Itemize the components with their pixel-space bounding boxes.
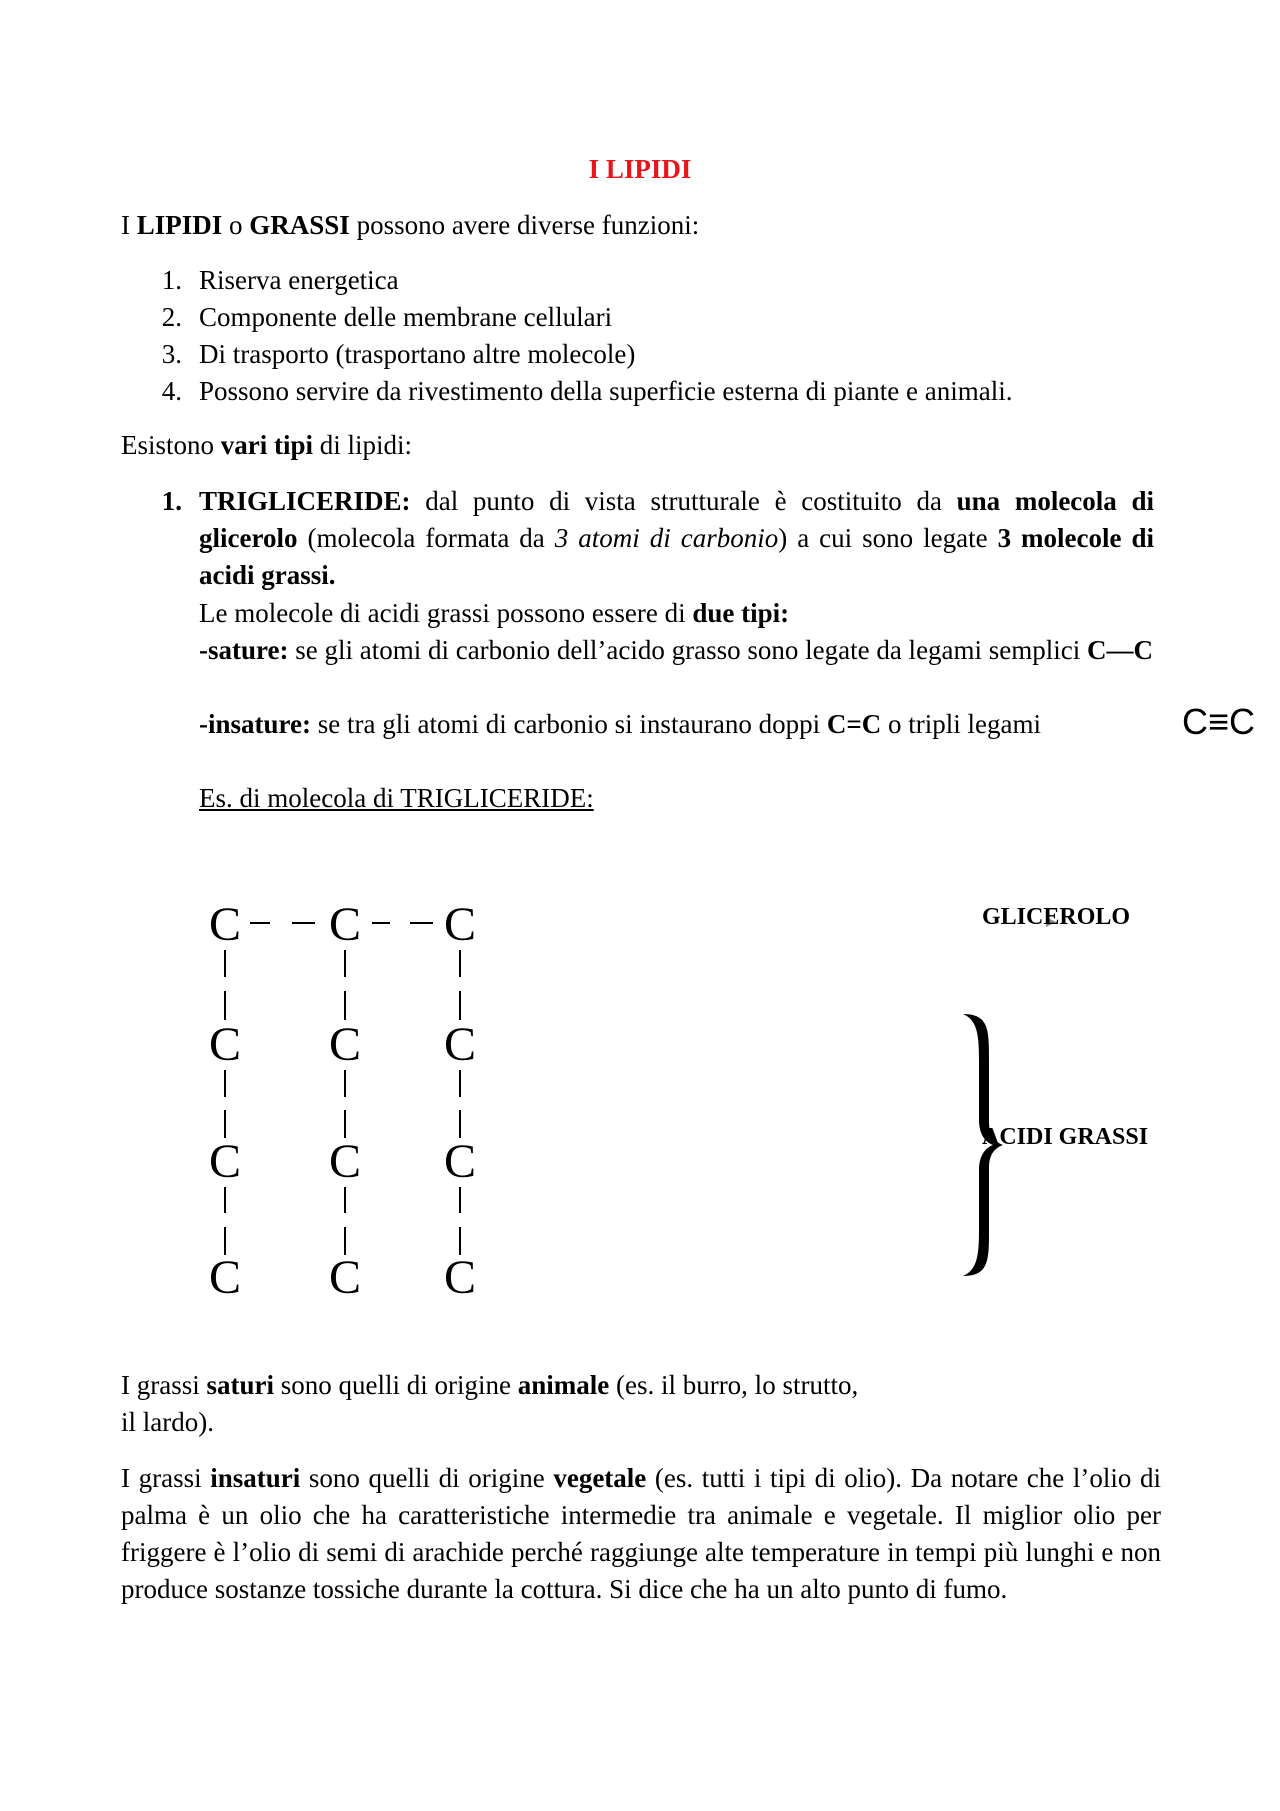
saturi-pre: I grassi: [121, 1370, 207, 1400]
single-bond: C—C: [1087, 635, 1154, 665]
insature-text-2: o tripli legami: [881, 709, 1042, 739]
carbon-atom: C: [328, 1251, 362, 1304]
list-item: Di trasporto (trasportano altre molecole): [199, 339, 636, 369]
types-intro-bold: vari tipi: [220, 430, 314, 460]
saturi-line2: il lardo).: [121, 1407, 214, 1437]
list-item: Riserva energetica: [199, 265, 399, 295]
triglyceride-diagram: [195, 895, 495, 1315]
animale-bold: animale: [517, 1370, 610, 1400]
insaturi-pre: I grassi: [121, 1463, 211, 1493]
saturi-bold: saturi: [206, 1370, 274, 1400]
sature-paragraph: [199, 632, 1154, 669]
trig-label: TRIGLICERIDE:: [199, 486, 411, 516]
list-item-number: 3.: [161, 339, 182, 369]
intro-pre: I: [121, 210, 137, 240]
list-item: Componente delle membrane cellulari: [199, 302, 613, 332]
trig-text-2: (molecola formata da: [297, 523, 555, 553]
intro-grassi: GRASSI: [249, 210, 350, 240]
trig-text-3: ) a cui sono legate: [778, 523, 998, 553]
carbon-atom: C: [208, 1018, 242, 1071]
trig-text-1: dal punto di vista strutturale è costituito da: [410, 486, 957, 516]
types-intro-pre: Esistono: [121, 430, 221, 460]
insaturi-bold: insaturi: [210, 1463, 301, 1493]
trig-number: 1.: [161, 486, 182, 516]
sature-label: -sature:: [199, 635, 289, 665]
saturi-mid: sono quelli di origine: [273, 1370, 518, 1400]
acidi-grassi-label: ACIDI GRASSI: [982, 1124, 1149, 1150]
carbon-atom: C: [208, 898, 242, 951]
insature-label: -insature:: [199, 709, 311, 739]
carbon-atom: C: [443, 1018, 477, 1071]
carbon-atom: C: [328, 1018, 362, 1071]
due-tipi-bold: due tipi:: [692, 598, 790, 628]
carbon-atom: C: [328, 1135, 362, 1188]
functions-list: [0, 262, 1280, 412]
carbon-atom: C: [443, 898, 477, 951]
insaturi-paragraph: [121, 1460, 1161, 1608]
intro-o: o: [222, 210, 250, 240]
carbon-atom: C: [208, 1135, 242, 1188]
due-tipi-pre: Le molecole di acidi grassi possono essere di: [199, 598, 693, 628]
saturi-line1-end: (es. il burro, lo strutto,: [609, 1370, 859, 1400]
intro-rest: possono avere diverse funzioni:: [349, 210, 700, 240]
intro-paragraph: [121, 207, 1161, 244]
list-item-number: 2.: [161, 302, 182, 332]
types-intro: [121, 427, 1161, 464]
carbon-atom: C: [208, 1251, 242, 1304]
trig-definition: [199, 483, 1154, 594]
carbon-atom: C: [443, 1251, 477, 1304]
trig-italic: 3 atomi di carbonio: [554, 523, 779, 553]
carbon-atom: C: [443, 1135, 477, 1188]
double-bond: C=C: [826, 709, 882, 739]
sature-text: se gli atomi di carbonio dell’acido grasso sono legate da legami semplici: [288, 635, 1088, 665]
glicerolo-label: GLICEROLO: [982, 904, 1131, 930]
trig-types-line: [199, 595, 1154, 632]
insaturi-rest: (es. tutti i tipi di olio). Da notare che l’olio di palma è un olio che ha caratteristiche intermedie tra animale e vegetale. Il miglior olio per friggere è l’olio di semi di arachide perché raggiunge alte temperature in tempi più lunghi e non produce sostanze tossiche durante la cottura. Si dice che ha un alto punto di fumo.: [121, 1463, 1162, 1604]
vegetale-bold: vegetale: [553, 1463, 647, 1493]
carbon-atom: C: [328, 898, 362, 951]
trig-bold-2: 3 molecole di acidi grassi.: [199, 523, 1154, 590]
triple-bond: C≡C: [1182, 701, 1256, 742]
intro-lipidi: LIPIDI: [136, 210, 223, 240]
trig-bold-1: una molecola di glicerolo: [199, 486, 1154, 553]
saturi-paragraph: [121, 1367, 1161, 1441]
insature-text: se tra gli atomi di carbonio si instaurano doppi: [311, 709, 827, 739]
list-item-number: 4.: [161, 376, 182, 406]
types-intro-post: di lipidi:: [313, 430, 413, 460]
list-item: Possono servire da rivestimento della superficie esterna di piante e animali.: [199, 376, 1013, 406]
insature-paragraph: [199, 706, 1159, 743]
insaturi-mid: sono quelli di origine: [300, 1463, 554, 1493]
list-item-number: 1.: [161, 265, 182, 295]
example-heading: Es. di molecola di TRIGLICERIDE:: [199, 783, 594, 813]
page-title: I LIPIDI: [588, 154, 692, 184]
